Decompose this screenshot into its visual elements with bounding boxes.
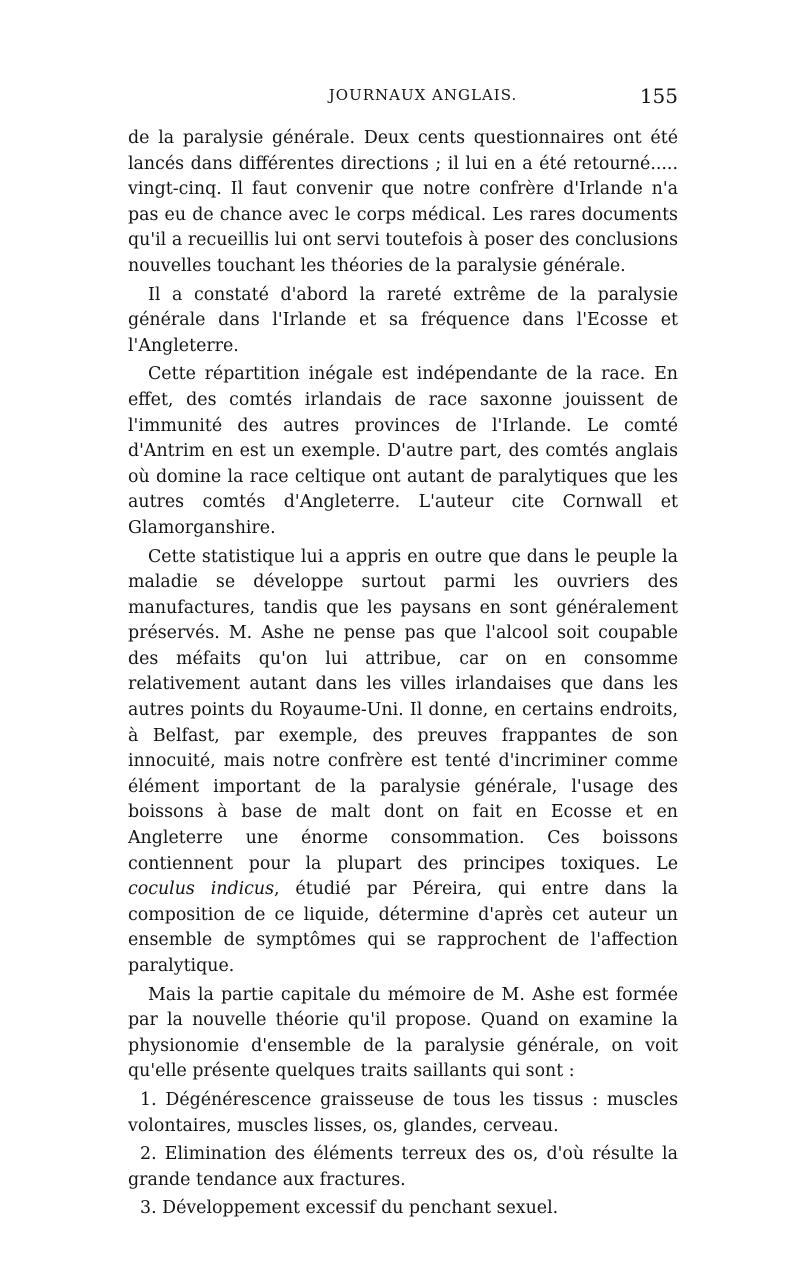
paragraph: de la paralysie générale. Deux cents questionnaires ont été lancés dans différentes directions ; il lui en a été retourné..... vingt-cinq. Il faut convenir que notre confrère d'Irlande n'a pas eu de chance avec le corps médical. Les rares documents qu'il a recueillis lui ont servi toutefois à poser des conclusions nouvelles touchant les théories de la paralysie générale. xyxy=(128,128,678,276)
list-item: 3. Développement excessif du penchant sexuel. xyxy=(140,1198,559,1219)
paragraph: Il a constaté d'abord la rareté extrême de la paralysie générale dans l'Irlande et sa fréquence dans l'Ecosse et l'Angleterre. xyxy=(128,284,678,356)
page-header xyxy=(128,86,678,114)
body-text xyxy=(128,126,678,1225)
paragraph: Cette répartition inégale est indépendante de la race. En effet, des comtés irlandais de race saxonne jouissent de l'immunité des autres provinces de l'Irlande. Le comté d'Antrim en est un exemple. D'autre part, des comtés anglais où domine la race celtique ont autant de paralytiques que les autres comtés d'Angleterre. L'auteur cite Cornwall et Glamorganshire. xyxy=(128,364,678,538)
paragraph: Mais la partie capitale du mémoire de M. Ashe est formée par la nouvelle théorie qu'il propose. Quand on examine la physionomie d'ensemble de la paralysie générale, on voit qu'elle présente quelques traits saillants qui sont : xyxy=(128,984,678,1082)
paragraph-text: Cette statistique lui a appris en outre que dans le peuple la maladie se développe surtout parmi les ouvriers des manufactures, tandis que les paysans en sont généralement préservés. M. Ashe ne pense pas que l'alcool soit coupable des méfaits qu'on lui attribue, car on en consomme relativement autant dans les villes irlandaises que dans les autres points du Royaume-Uni. Il donne, en certains endroits, à Belfast, par exemple, des preuves frappantes de son innocuité, mais notre confrère est tenté d'incriminer comme élément important de la paralysie générale, l'usage des boissons à base de malt dont on fait en Ecosse et en Angleterre une énorme consommation. Ces boissons contiennent pour la plupart des principes toxiques. Le xyxy=(128,546,678,874)
page-number: 155 xyxy=(639,84,678,108)
italic-term: coculus indicus xyxy=(128,879,275,900)
list-item: 1. Dégénérescence graisseuse de tous les tissus : muscles volontaires, muscles lisses, os, glandes, cerveau. xyxy=(128,1089,678,1136)
paragraph-text: , étudié par Péreira, qui entre dans la composition de ce liquide, détermine d'après cet auteur un ensemble de symptômes qui se rapprochent de l'affection paralytique. xyxy=(128,879,678,976)
paragraph xyxy=(128,545,678,980)
running-head: JOURNAUX ANGLAIS. xyxy=(328,86,518,104)
list-item: 2. Elimination des éléments terreux des os, d'où résulte la grande tendance aux fractures. xyxy=(128,1144,678,1190)
